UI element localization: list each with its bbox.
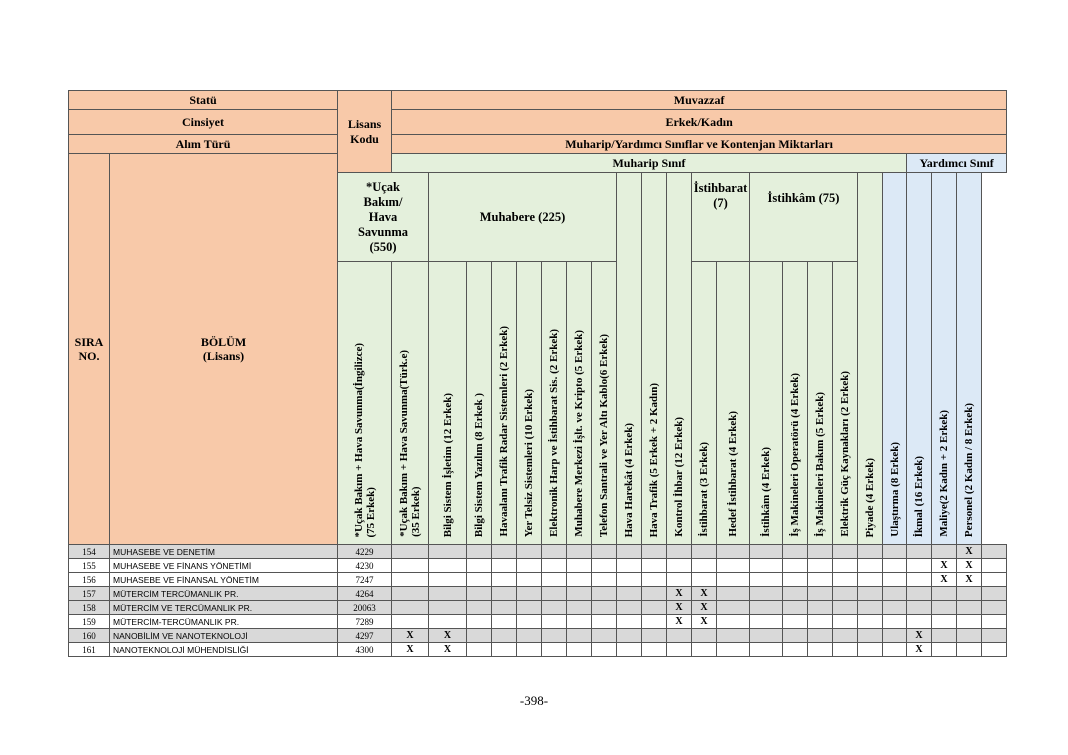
quota-mark-cell bbox=[617, 573, 642, 587]
table-row bbox=[69, 601, 1007, 615]
quota-mark-cell bbox=[642, 587, 667, 601]
quota-mark-cell bbox=[858, 587, 883, 601]
quota-mark-cell bbox=[883, 573, 907, 587]
quota-mark-cell bbox=[932, 629, 957, 643]
quota-mark-cell bbox=[717, 545, 750, 559]
column-header-label: Kontrol İhbar (12 Erkek) bbox=[673, 417, 685, 537]
quota-mark-cell bbox=[858, 573, 883, 587]
quota-mark-cell bbox=[517, 629, 542, 643]
quota-mark-cell bbox=[858, 545, 883, 559]
column-header-label: Maliye(2 Kadın + 2 Erkek) bbox=[938, 410, 950, 537]
column-header-label: Ulaştırma (8 Erkek) bbox=[888, 442, 901, 537]
column-header-label: Hava Harekât (4 Erkek) bbox=[623, 422, 635, 537]
column-header bbox=[783, 262, 808, 545]
column-header bbox=[883, 173, 907, 545]
quota-mark-cell bbox=[957, 615, 982, 629]
quota-mark-cell bbox=[592, 573, 617, 587]
column-header bbox=[858, 173, 883, 545]
quota-mark-cell bbox=[982, 643, 1007, 657]
quota-mark-cell bbox=[467, 601, 492, 615]
quota-mark-cell bbox=[783, 573, 808, 587]
quota-mark-cell bbox=[833, 545, 858, 559]
lisans-kodu-cell: 4230 bbox=[338, 559, 392, 573]
quota-mark-cell bbox=[833, 601, 858, 615]
quota-mark-cell bbox=[429, 587, 467, 601]
quota-mark-cell bbox=[642, 601, 667, 615]
column-header-label: Bilgi Sistem İşletim (12 Erkek) bbox=[441, 392, 454, 537]
quota-mark-cell bbox=[783, 545, 808, 559]
quota-mark-cell bbox=[957, 643, 982, 657]
quota-mark-cell bbox=[517, 587, 542, 601]
quota-mark-cell bbox=[808, 629, 833, 643]
quota-mark-cell bbox=[617, 629, 642, 643]
table-row bbox=[69, 559, 1007, 573]
quota-mark-cell bbox=[542, 559, 567, 573]
quota-mark-cell bbox=[750, 615, 783, 629]
quota-mark-cell bbox=[692, 629, 717, 643]
quota-mark-cell bbox=[692, 545, 717, 559]
quota-mark-cell bbox=[858, 643, 883, 657]
cinsiyet-label: Cinsiyet bbox=[69, 110, 338, 135]
column-header bbox=[392, 262, 429, 545]
quota-mark-cell bbox=[642, 615, 667, 629]
column-header-label: Personel (2 Kadın / 8 Erkek) bbox=[963, 402, 975, 537]
sira-cell: 157 bbox=[69, 587, 110, 601]
sira-no-header: SIRA NO. bbox=[69, 154, 110, 545]
quota-mark-cell bbox=[542, 587, 567, 601]
quota-mark-cell bbox=[592, 629, 617, 643]
column-header-label: Hava Trafik (5 Erkek + 2 Kadın) bbox=[648, 382, 660, 537]
quota-mark-cell bbox=[667, 643, 692, 657]
quota-mark-cell bbox=[542, 573, 567, 587]
quota-mark-cell bbox=[883, 601, 907, 615]
table-row bbox=[69, 573, 1007, 587]
column-header-label: İş Makineleri Operatörü (4 Erkek) bbox=[789, 373, 801, 537]
quota-mark-cell bbox=[982, 601, 1007, 615]
quota-mark-cell bbox=[517, 643, 542, 657]
quota-mark-cell bbox=[750, 629, 783, 643]
sira-cell: 155 bbox=[69, 559, 110, 573]
lisans-kodu-cell: 4297 bbox=[338, 629, 392, 643]
column-header bbox=[492, 262, 517, 545]
bolum-cell: NANOTEKNOLOJİ MÜHENDİSLİĞİ bbox=[110, 643, 338, 657]
lisans-kodu-cell: 4229 bbox=[338, 545, 392, 559]
column-header bbox=[517, 262, 542, 545]
table-row bbox=[69, 545, 1007, 559]
quota-mark-cell bbox=[783, 587, 808, 601]
column-header bbox=[932, 173, 957, 545]
quota-mark-cell bbox=[907, 573, 932, 587]
quota-mark-cell bbox=[783, 615, 808, 629]
quota-mark-cell bbox=[808, 573, 833, 587]
quota-mark-cell bbox=[883, 587, 907, 601]
column-header bbox=[467, 262, 492, 545]
quota-mark-cell bbox=[858, 615, 883, 629]
column-header bbox=[642, 173, 667, 545]
column-header bbox=[692, 262, 717, 545]
lisans-kodu-cell: 20063 bbox=[338, 601, 392, 615]
quota-mark-cell bbox=[467, 615, 492, 629]
column-header-label: İş Makineleri Bakım (5 Erkek) bbox=[814, 392, 826, 537]
column-header-label: İstihbarat (3 Erkek) bbox=[698, 442, 710, 537]
quota-mark-cell bbox=[567, 559, 592, 573]
quota-mark-cell bbox=[883, 643, 907, 657]
quota-mark-cell bbox=[808, 601, 833, 615]
column-header-label: Hedef İstihbarat (4 Erkek) bbox=[727, 411, 739, 537]
group-muhabere: Muhabere (225) bbox=[429, 173, 617, 262]
statu-value: Muvazzaf bbox=[392, 91, 1007, 110]
quota-mark-cell bbox=[542, 545, 567, 559]
bolum-header: BÖLÜM (Lisans) bbox=[110, 154, 338, 545]
cinsiyet-value: Erkek/Kadın bbox=[392, 110, 1007, 135]
quota-mark-cell bbox=[750, 573, 783, 587]
group-ucak-bakim: *Uçak Bakım/ Hava Savunma (550) bbox=[338, 173, 429, 262]
quota-mark-cell bbox=[717, 615, 750, 629]
quota-mark-cell bbox=[883, 615, 907, 629]
sira-cell: 161 bbox=[69, 643, 110, 657]
quota-mark-cell bbox=[617, 643, 642, 657]
quota-mark-cell bbox=[429, 545, 467, 559]
quota-mark-cell bbox=[907, 615, 932, 629]
quota-mark-cell bbox=[592, 643, 617, 657]
quota-mark-cell bbox=[750, 643, 783, 657]
quota-mark-cell: X bbox=[907, 643, 932, 657]
quota-mark-cell bbox=[717, 587, 750, 601]
alim-turu-label: Alım Türü bbox=[69, 135, 338, 154]
quota-mark-cell bbox=[517, 615, 542, 629]
group-istihkam: İstihkâm (75) bbox=[750, 173, 858, 262]
lisans-kodu-cell: 4300 bbox=[338, 643, 392, 657]
quota-mark-cell bbox=[467, 643, 492, 657]
quota-mark-cell bbox=[567, 545, 592, 559]
quota-mark-cell bbox=[858, 629, 883, 643]
quota-mark-cell: X bbox=[957, 559, 982, 573]
quota-mark-cell bbox=[717, 573, 750, 587]
quota-mark-cell bbox=[617, 545, 642, 559]
quota-mark-cell bbox=[717, 629, 750, 643]
bolum-cell: MUHASEBE VE FİNANSAL YÖNETİM bbox=[110, 573, 338, 587]
lisans-kodu-cell: 7289 bbox=[338, 615, 392, 629]
quota-mark-cell bbox=[833, 629, 858, 643]
column-header-label: *Uçak Bakım + Hava Savunma(İngilizce) (75 Erkek) bbox=[352, 342, 377, 537]
quota-mark-cell bbox=[750, 559, 783, 573]
quota-mark-cell bbox=[392, 559, 429, 573]
quota-mark-cell bbox=[642, 629, 667, 643]
column-header bbox=[957, 173, 982, 545]
quota-mark-cell bbox=[467, 573, 492, 587]
quota-mark-cell bbox=[957, 587, 982, 601]
quota-mark-cell bbox=[467, 545, 492, 559]
bolum-cell: MUHASEBE VE DENETİM bbox=[110, 545, 338, 559]
quota-mark-cell bbox=[808, 559, 833, 573]
page-number: -398- bbox=[519, 693, 549, 708]
muharip-sinif-header: Muharip Sınıf bbox=[392, 154, 907, 173]
quota-mark-cell bbox=[982, 545, 1007, 559]
column-header bbox=[808, 262, 833, 545]
quota-mark-cell bbox=[517, 545, 542, 559]
quota-mark-cell: X bbox=[692, 601, 717, 615]
quota-mark-cell bbox=[858, 601, 883, 615]
quota-mark-cell bbox=[932, 601, 957, 615]
quota-mark-cell bbox=[642, 643, 667, 657]
quota-mark-cell: X bbox=[957, 573, 982, 587]
quota-mark-cell bbox=[429, 615, 467, 629]
quota-mark-cell bbox=[750, 601, 783, 615]
quota-mark-cell bbox=[692, 559, 717, 573]
quota-mark-cell bbox=[932, 587, 957, 601]
quota-mark-cell bbox=[492, 601, 517, 615]
quota-mark-cell bbox=[429, 601, 467, 615]
column-header-label: İstihkâm (4 Erkek) bbox=[760, 447, 772, 537]
quota-mark-cell bbox=[717, 643, 750, 657]
column-header-label: *Uçak Bakım + Hava Savunma(Türk.e) (35 Erkek) bbox=[398, 350, 422, 537]
quota-mark-cell bbox=[907, 601, 932, 615]
quota-mark-cell bbox=[932, 643, 957, 657]
yardimci-sinif-header: Yardımcı Sınıf bbox=[907, 154, 1007, 173]
quota-mark-cell bbox=[567, 587, 592, 601]
table-row bbox=[69, 629, 1007, 643]
quota-mark-cell bbox=[883, 559, 907, 573]
quota-mark-cell bbox=[982, 629, 1007, 643]
bolum-cell: MÜTERCİM TERCÜMANLIK PR. bbox=[110, 587, 338, 601]
sira-cell: 158 bbox=[69, 601, 110, 615]
quota-mark-cell bbox=[517, 559, 542, 573]
quota-mark-cell bbox=[542, 601, 567, 615]
column-header bbox=[429, 262, 467, 545]
quota-mark-cell bbox=[667, 559, 692, 573]
quota-mark-cell: X bbox=[957, 545, 982, 559]
quota-mark-cell bbox=[492, 643, 517, 657]
quota-mark-cell: X bbox=[429, 643, 467, 657]
quota-mark-cell: X bbox=[392, 629, 429, 643]
quota-mark-cell bbox=[617, 601, 642, 615]
quota-mark-cell bbox=[492, 587, 517, 601]
quota-mark-cell bbox=[617, 615, 642, 629]
bolum-cell: NANOBİLİM VE NANOTEKNOLOJİ bbox=[110, 629, 338, 643]
column-header bbox=[567, 262, 592, 545]
quota-mark-cell bbox=[957, 629, 982, 643]
quota-mark-cell bbox=[567, 601, 592, 615]
quota-mark-cell bbox=[808, 643, 833, 657]
column-header-label: Elektrik Güç Kaynakları (2 Erkek) bbox=[839, 371, 851, 537]
quota-mark-cell bbox=[717, 559, 750, 573]
quota-mark-cell bbox=[392, 587, 429, 601]
quota-mark-cell bbox=[492, 559, 517, 573]
group-istihbarat: İstihbarat (7) bbox=[692, 173, 750, 262]
quota-mark-cell bbox=[492, 615, 517, 629]
quota-mark-cell: X bbox=[667, 601, 692, 615]
quota-mark-cell bbox=[542, 629, 567, 643]
quota-mark-cell: X bbox=[667, 587, 692, 601]
quota-mark-cell bbox=[392, 545, 429, 559]
quota-mark-cell bbox=[932, 545, 957, 559]
quota-mark-cell bbox=[833, 587, 858, 601]
quota-mark-cell bbox=[808, 587, 833, 601]
column-header-label: Havaalanı Trafik Radar Sistemleri (2 Erkek) bbox=[498, 326, 510, 537]
quota-mark-cell bbox=[907, 559, 932, 573]
quota-mark-cell bbox=[492, 545, 517, 559]
quota-mark-cell bbox=[517, 573, 542, 587]
quota-mark-cell bbox=[392, 615, 429, 629]
quota-mark-cell bbox=[982, 559, 1007, 573]
quota-mark-cell bbox=[717, 601, 750, 615]
quota-mark-cell: X bbox=[907, 629, 932, 643]
quota-mark-cell bbox=[592, 545, 617, 559]
quota-mark-cell bbox=[667, 629, 692, 643]
quota-mark-cell bbox=[492, 629, 517, 643]
quota-mark-cell bbox=[517, 601, 542, 615]
quota-mark-cell bbox=[808, 615, 833, 629]
lisans-kodu-header: Lisans Kodu bbox=[338, 91, 392, 173]
quota-mark-cell bbox=[642, 573, 667, 587]
column-header-label: Piyade (4 Erkek) bbox=[864, 457, 876, 537]
quota-mark-cell bbox=[833, 559, 858, 573]
quota-mark-cell: X bbox=[429, 629, 467, 643]
quota-mark-cell bbox=[833, 615, 858, 629]
quota-mark-cell bbox=[467, 559, 492, 573]
sira-cell: 156 bbox=[69, 573, 110, 587]
table-body bbox=[69, 545, 1007, 657]
statu-label: Statü bbox=[69, 91, 338, 110]
quota-mark-cell bbox=[783, 629, 808, 643]
quota-mark-cell bbox=[783, 559, 808, 573]
bolum-cell: MUHASEBE VE FİNANS YÖNETİMİ bbox=[110, 559, 338, 573]
quota-mark-cell bbox=[808, 545, 833, 559]
quota-mark-cell bbox=[858, 559, 883, 573]
column-header bbox=[542, 262, 567, 545]
sira-cell: 160 bbox=[69, 629, 110, 643]
quota-mark-cell bbox=[542, 643, 567, 657]
bolum-cell: MÜTERCİM VE TERCÜMANLIK PR. bbox=[110, 601, 338, 615]
table-row bbox=[69, 615, 1007, 629]
quota-mark-cell bbox=[429, 573, 467, 587]
column-header-label: Yer Telsiz Sistemleri (10 Erkek) bbox=[523, 388, 535, 537]
quota-mark-cell bbox=[492, 573, 517, 587]
quota-mark-cell bbox=[982, 615, 1007, 629]
lisans-kodu-cell: 7247 bbox=[338, 573, 392, 587]
quota-mark-cell: X bbox=[392, 643, 429, 657]
quota-mark-cell bbox=[617, 559, 642, 573]
column-header bbox=[907, 173, 932, 545]
alim-turu-value: Muharip/Yardımcı Sınıflar ve Kontenjan Miktarları bbox=[392, 135, 1007, 154]
quota-mark-cell bbox=[907, 545, 932, 559]
column-header bbox=[717, 262, 750, 545]
column-header bbox=[617, 173, 642, 545]
quota-mark-cell bbox=[833, 643, 858, 657]
sira-cell: 159 bbox=[69, 615, 110, 629]
quota-mark-cell bbox=[392, 573, 429, 587]
quota-mark-cell: X bbox=[932, 559, 957, 573]
column-header-label: Elektronik Harp ve İstihbarat Sis. (2 Erkek) bbox=[548, 329, 560, 537]
quota-mark-cell bbox=[750, 545, 783, 559]
column-header-label: Bilgi Sistem Yazılım (8 Erkek ) bbox=[473, 392, 485, 537]
lisans-kodu-cell: 4264 bbox=[338, 587, 392, 601]
table-row bbox=[69, 643, 1007, 657]
quota-mark-cell bbox=[617, 587, 642, 601]
quota-mark-cell bbox=[429, 559, 467, 573]
sira-cell: 154 bbox=[69, 545, 110, 559]
column-header-label: Telefon Santrali ve Yer Altı Kablo(6 Erkek) bbox=[598, 333, 610, 537]
quota-mark-cell bbox=[883, 545, 907, 559]
quota-mark-cell bbox=[957, 601, 982, 615]
column-header bbox=[833, 262, 858, 545]
column-header bbox=[338, 262, 392, 545]
quota-mark-cell bbox=[783, 601, 808, 615]
quota-mark-cell bbox=[982, 587, 1007, 601]
quota-mark-cell: X bbox=[692, 615, 717, 629]
column-header-label: Muhabere Merkezi İşlt. ve Kripto (5 Erkek) bbox=[573, 330, 585, 537]
quota-mark-cell bbox=[392, 601, 429, 615]
quota-mark-cell bbox=[542, 615, 567, 629]
quota-mark-cell bbox=[592, 615, 617, 629]
quota-mark-cell bbox=[783, 643, 808, 657]
quota-mark-cell bbox=[642, 545, 667, 559]
quota-mark-cell: X bbox=[667, 615, 692, 629]
table-row bbox=[69, 587, 1007, 601]
quota-mark-cell bbox=[592, 587, 617, 601]
quota-mark-cell bbox=[883, 629, 907, 643]
quota-mark-cell bbox=[932, 615, 957, 629]
quota-table bbox=[68, 90, 1007, 657]
quota-mark-cell bbox=[833, 573, 858, 587]
quota-mark-cell bbox=[567, 643, 592, 657]
quota-mark-cell bbox=[642, 559, 667, 573]
quota-mark-cell bbox=[667, 573, 692, 587]
quota-mark-cell bbox=[467, 587, 492, 601]
quota-mark-cell bbox=[692, 573, 717, 587]
quota-mark-cell bbox=[907, 587, 932, 601]
column-header bbox=[592, 262, 617, 545]
quota-mark-cell bbox=[750, 587, 783, 601]
quota-mark-cell bbox=[567, 615, 592, 629]
column-header-label: İkmal (16 Erkek) bbox=[913, 455, 925, 537]
quota-mark-cell bbox=[567, 573, 592, 587]
quota-mark-cell bbox=[592, 559, 617, 573]
column-header bbox=[750, 262, 783, 545]
quota-mark-cell: X bbox=[692, 587, 717, 601]
quota-mark-cell bbox=[982, 573, 1007, 587]
quota-mark-cell bbox=[467, 629, 492, 643]
quota-mark-cell bbox=[692, 643, 717, 657]
quota-mark-cell: X bbox=[932, 573, 957, 587]
quota-mark-cell bbox=[667, 545, 692, 559]
quota-mark-cell bbox=[592, 601, 617, 615]
column-header bbox=[667, 173, 692, 545]
bolum-cell: MÜTERCİM-TERCÜMANLIK PR. bbox=[110, 615, 338, 629]
quota-mark-cell bbox=[567, 629, 592, 643]
